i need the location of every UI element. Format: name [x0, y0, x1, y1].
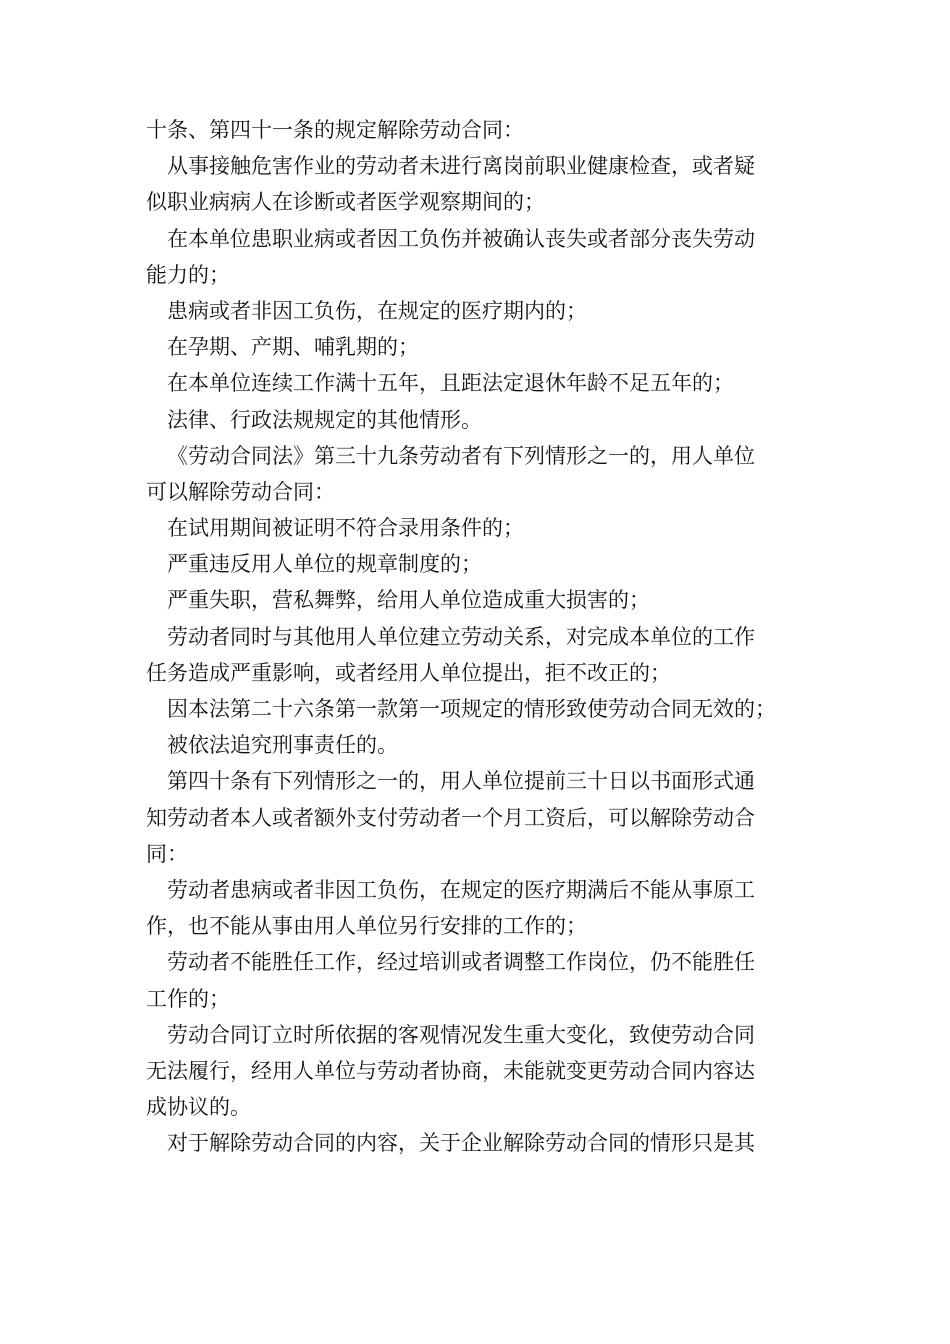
text-line: 从事接触危害作业的劳动者未进行离岗前职业健康检查，或者疑: [167, 154, 755, 179]
text-line: 十条、第四十一条的规定解除劳动合同：: [146, 118, 524, 142]
text-line: 《劳动合同法》第三十九条劳动者有下列情形之一的，用人单位: [167, 443, 755, 468]
text-line: 劳动合同订立时所依据的客观情况发生重大变化，致使劳动合同: [167, 1022, 755, 1047]
text-line: 能力的；: [146, 262, 230, 287]
text-line: 严重失职，营私舞弊，给用人单位造成重大损害的；: [167, 588, 650, 613]
text-line: 劳动者不能胜任工作，经过培训或者调整工作岗位，仍不能胜任: [167, 950, 755, 975]
text-line: 工作的；: [146, 986, 230, 1011]
text-line: 知劳动者本人或者额外支付劳动者一个月工资后，可以解除劳动合: [146, 805, 755, 830]
text-line: 在试用期间被证明不符合录用条件的；: [167, 516, 524, 541]
text-line: 可以解除劳动合同：: [146, 479, 335, 504]
text-line: 严重违反用人单位的规章制度的；: [167, 552, 482, 577]
text-line: 在本单位患职业病或者因工负伤并被确认丧失或者部分丧失劳动: [167, 226, 755, 251]
text-line: 任务造成严重影响，或者经用人单位提出，拒不改正的；: [146, 660, 671, 685]
text-line: 法律、行政法规规定的其他情形。: [167, 407, 482, 432]
text-line: 似职业病病人在诊断或者医学观察期间的；: [146, 190, 545, 215]
text-line: 同：: [146, 841, 188, 866]
document-body: [146, 112, 806, 1161]
text-line: 无法履行，经用人单位与劳动者协商，未能就变更劳动合同内容达: [146, 1058, 755, 1083]
text-line: 在本单位连续工作满十五年，且距法定退休年龄不足五年的；: [167, 371, 734, 396]
text-line: 被依法追究刑事责任的。: [167, 733, 398, 758]
text-line: 对于解除劳动合同的内容，关于企业解除劳动合同的情形只是其: [167, 1131, 755, 1156]
text-line: 因本法第二十六条第一款第一项规定的情形致使劳动合同无效的；: [167, 697, 776, 721]
text-line: 在孕期、产期、哺乳期的；: [167, 335, 419, 360]
text-line: 患病或者非因工负伤，在规定的医疗期内的；: [167, 298, 587, 323]
text-line: 成协议的。: [146, 1095, 251, 1120]
text-line: 劳动者同时与其他用人单位建立劳动关系，对完成本单位的工作: [167, 624, 755, 649]
text-line: 第四十条有下列情形之一的，用人单位提前三十日以书面形式通: [167, 769, 755, 794]
text-line: 劳动者患病或者非因工负伤，在规定的医疗期满后不能从事原工: [167, 877, 755, 902]
text-line: 作，也不能从事由用人单位另行安排的工作的；: [146, 914, 587, 939]
